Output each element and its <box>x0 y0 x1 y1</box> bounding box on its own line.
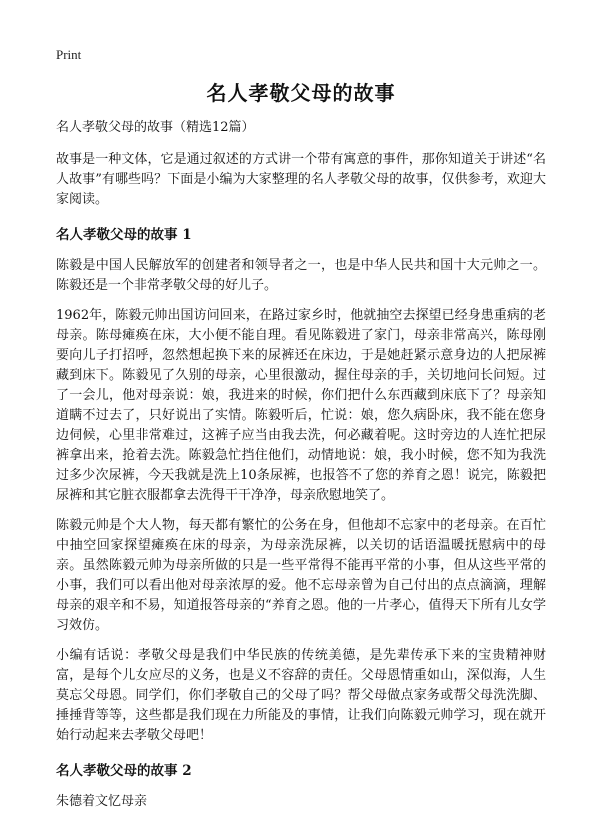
section-2-paragraph-1: 朱德着文忆母亲 <box>56 794 148 809</box>
section-1-paragraph-3: 陈毅元帅是个大人物，每天都有繁忙的公务在身，但他却不忘家中的老母亲。在百忙中抽空回家探望瘫痪在床的母亲，为母亲洗尿裤，以关切的话语温暖抚慰病中的母亲。虽然陈毅元帅为母亲所做的只是一些平常得不能再平常的小事，但从这些平常的小事，我们可以看出他对母亲浓厚的爱。他不忘母亲曾为自己付出的点点滴滴，理解母亲的艰辛和不易，知道报答母亲的“养育之恩。他的一片孝心，值得天下所有儿女学习效仿。 <box>56 518 546 633</box>
section-heading-1: 名人孝敬父母的故事 1 <box>56 227 192 243</box>
print-link[interactable]: Print <box>56 47 82 62</box>
article-title: 名人孝敬父母的故事 <box>206 81 396 105</box>
section-heading-2: 名人孝敬父母的故事 2 <box>56 763 192 779</box>
section-1-paragraph-4: 小编有话说：孝敬父母是我们中华民族的传统美德，是先辈传承下来的宝贵精神财富，是每个儿女应尽的义务，也是义不容辞的责任。父母恩情重如山，深似海，人生莫忘父母恩。同学们，你们孝敬自己的父母了吗？帮父母做点家务或帮父母洗洗脚、捶捶背等等，这些都是我们现在力所能及的事情，让我们向陈毅元帅学习，现在就开始行动起来去孝敬父母吧！ <box>56 648 546 743</box>
section-1-paragraph-1: 陈毅是中国人民解放军的创建者和领导者之一，也是中华人民共和国十大元帅之一。陈毅还是一个非常孝敬父母的好儿子。 <box>56 258 546 293</box>
article-subtitle: 名人孝敬父母的故事（精选12篇） <box>56 120 255 135</box>
section-1-paragraph-2: 1962年，陈毅元帅出国访问回来，在路过家乡时，他就抽空去探望已经身患重病的老母亲。陈母瘫痪在床，大小便不能自理。看见陈毅进了家门，母亲非常高兴，陈母刚要向儿子打招呼，忽然想起换下来的尿裤还在床边，于是她赶紧示意身边的人把尿裤藏到床下。陈毅见了久别的母亲，心里很激动，握住母亲的手，关切地问长问短。过了一会儿，他对母亲说：娘，我进来的时候，你们把什么东西藏到床底下了？母亲知道瞒不过去了，只好说出了实情。陈毅听后，忙说：娘，您久病卧床，我不能在您身边伺候，心里非常难过，这裤子应当由我去洗，何必藏着呢。这时旁边的人连忙把尿裤拿出来，抢着去洗。陈毅急忙挡住他们，动情地说：娘，我小时候，您不知为我洗过多少次尿裤，今天我就是洗上10条尿裤，也报答不了您的养育之恩！说完，陈毅把尿裤和其它脏衣服都拿去洗得干干净净，母亲欣慰地笑了。 <box>56 308 546 503</box>
intro-paragraph: 故事是一种文体，它是通过叙述的方式讲一个带有寓意的事件，那你知道关于讲述“名人故事”有哪些吗？下面是小编为大家整理的名人孝敬父母的故事，仅供参考，欢迎大家阅读。 <box>56 152 546 207</box>
